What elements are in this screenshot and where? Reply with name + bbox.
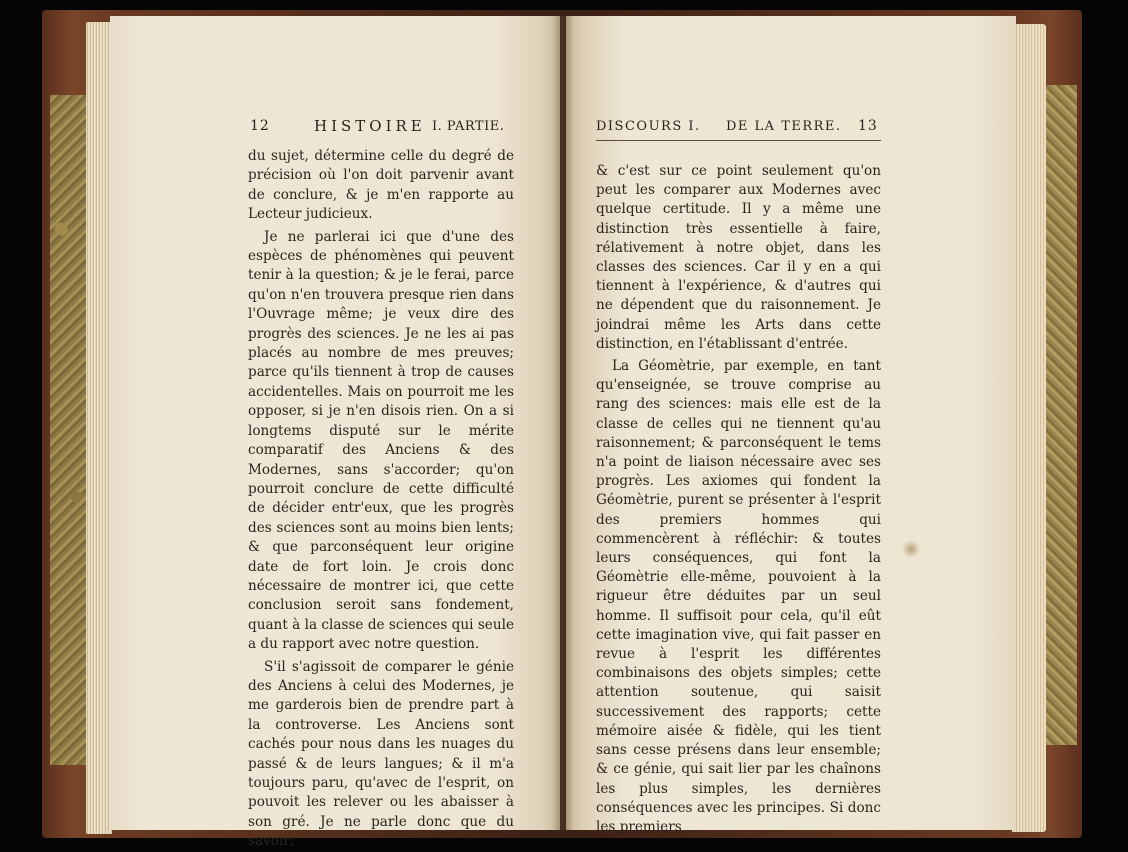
foxing-spot [902, 540, 920, 558]
marbled-board-right [1045, 85, 1077, 745]
book-gutter [552, 16, 574, 830]
paragraph: & c'est sur ce point seulement qu'on peut les comparer aux Modernes avec quelque certitude. Il y a même une distinction très essentielle à faire, rélativement à notre objet, dans les classes des sciences. Car il y en a qui tiennent à l'expérience, & d'autres qui ne dépendent que du raisonnement. Je joindrai même les Arts dans cette distinction, en l'établissant d'entrée. [596, 163, 881, 352]
right-page [566, 16, 1016, 835]
left-page-number: 12 [250, 118, 270, 134]
paragraph: La Géomètrie, par exemple, en tant qu'enseignée, se trouve comprise au rang des sciences: mais elle est de la classe de celles qui ne tiennent qu'au raisonnement; & parconséquent le tems n'a point de liaison nécessaire avec ses progrès. Les axiomes qui fondent la Géomètrie, purent se présenter à l'esprit des premiers hommes qui commencèrent à réfléchir: & toutes leurs conséquences, qui font la Géomètrie elle-même, pouvoient à la rigueur être déduites par un seul homme. Il suffisoit pour cela, qu'il eût cette imagination vive, qui fait passer en revue à l'esprit les différentes combinaisons des objets simples; cette attention soutenue, qui saisit successivement des rapports; cette mémoire aisée & fidèle, qui les tient sans cesse présens dans leur ensemble; & ce génie, qui sait lier par les chaînons les plus simples, les dernières conséquences avec les principes. Si donc les premiers [596, 358, 881, 835]
paragraph: S'il s'agissoit de comparer le génie des Anciens à celui des Modernes, je me garderois bien de prendre part à la controverse. Les Anciens sont cachés pour nous dans les nuages du passé & de leurs langues; & il m'a toujours paru, qu'avec de l'esprit, on pouvoit les relever ou les abaisser à son gré. Je ne parle donc que du savoir; [248, 658, 514, 850]
right-running-title: DISCOURS I. [596, 119, 701, 134]
right-running-sub: DE LA TERRE. [726, 119, 842, 134]
page-edges-right [1012, 24, 1046, 832]
page-edges-left [86, 22, 112, 834]
right-page-number: 13 [858, 118, 878, 134]
paragraph: Je ne parlerai ici que d'une des espèces de phénomènes qui peuvent tenir à la question; & je le ferai, parce qu'on n'en trouvera presque rien dans l'Ouvrage même; je veux dire des progrès des sciences. Je ne les ai pas placés au nombre de mes preuves; parce qu'ils tiennent à trop de causes accidentelles. Mais on pourroit me les opposer, si je n'en disois rien. On a si longtems disputé sur le mérite comparatif des Anciens & des Modernes, sans s'accorder; qu'on pourroit conclure de cette difficulté de décider entr'eux, que les progrès des sciences sont au moins bien lents; & que parconséquent leur origine date de fort loin. Je crois donc nécessaire de montrer ici, que cette conclusion seroit sans fondement, quant à la classe de sciences qui seule a du rapport avec notre question. [248, 228, 514, 653]
left-running-sub: I. PARTIE. [432, 119, 505, 134]
left-running-title: HISTOIRE [314, 117, 426, 135]
paragraph: du sujet, détermine celle du degré de précision où l'on doit parvenir avant de conclure, & je m'en rapporte au Lecteur judicieux. [248, 148, 514, 223]
left-page [110, 16, 560, 850]
right-page-text [596, 162, 881, 837]
left-page-text [248, 147, 514, 852]
marbled-board-left [50, 95, 88, 765]
head-rule [596, 140, 881, 141]
